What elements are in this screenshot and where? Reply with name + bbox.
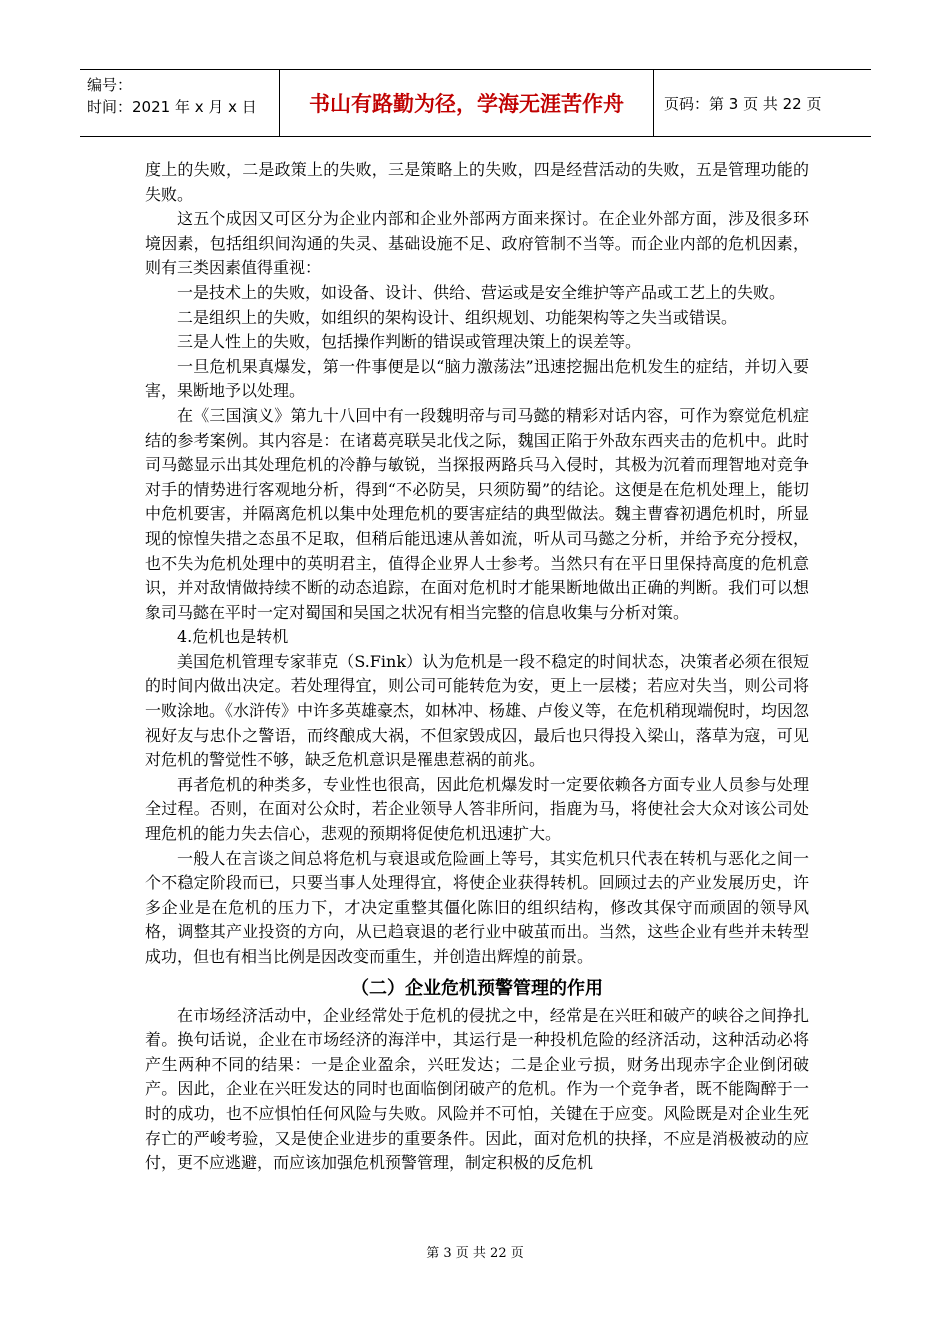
paragraph: 美国危机管理专家菲克（S.Fink）认为危机是一段不稳定的时间状态，决策者必须在很短的时间内做出决定。若处理得宜，则公司可能转危为安，更上一层楼；若应对失当，则公司将一败涂地。《水浒传》中许多英雄豪杰，如林冲、杨雄、卢俊义等，在危机稍现端倪时，均因忽视好友与忠仆之警语，而终酿成大祸，不但家毁成囚，最后也只得投入梁山，落草为寇，可见对危机的警觉性不够，缺乏危机意识是罹患惹祸的前兆。 (145, 651, 810, 770)
paragraph: 在《三国演义》第九十八回中有一段魏明帝与司马懿的精彩对话内容，可作为察觉危机症结的参考案例。其内容是：在诸葛亮联吴北伐之际，魏国正陷于外敌东西夹击的危机中。此时司马懿显示出其处理危机的冷静与敏锐，当探报两路兵马入侵时，其极为沉着而理智地对竞争对手的情势进行客观地分析，得到“不必防吴，只须防蜀”的结论。这便是在危机处理上，能切中危机要害，并隔离危机以集中处理危机的要害症结的典型做法。魏主曹睿初遇危机时，所显现的惊惶失措之态虽不足取，但稍后能迅速从善如流，听从司马懿之分析，并给予充分授权，也不失为危机处理中的英明君主，值得企业界人士参考。当然只有在平日里保持高度的危机意识，并对敌情做持续不断的动态追踪，在面对危机时才能果断地做出正确的判断。我们可以想象司马懿在平时一定对蜀国和吴国之状况有相当完整的信息收集与分析对策。 (145, 405, 809, 622)
paragraph: 三是人性上的失败，包括操作判断的错误或管理决策上的误差等。 (177, 332, 642, 352)
document-number-label: 编号： (87, 76, 133, 94)
paragraph: 这五个成因又可区分为企业内部和企业外部两方面来探讨。在企业外部方面，涉及很多环境因素，包括组织间沟通的失灵、基础设施不足、政府管制不当等。而企业内部的危机因素，则有三类因素值得重视： (145, 209, 809, 278)
document-body (145, 158, 809, 1176)
paragraph: 在市场经济活动中，企业经常处于危机的侵扰之中，经常是在兴旺和破产的峡谷之间挣扎着。换句话说，企业在市场经济的海洋中，其运行是一种投机危险的经济活动，这种活动必将产生两种不同的结果：一是企业盈余，兴旺发达；二是企业亏损，财务出现赤字企业倒闭破产。因此，企业在兴旺发达的同时也面临倒闭破产的危机。作为一个竞争者，既不能陶醉于一时的成功，也不应惧怕任何风险与失败。风险并不可怕，关键在于应变。风险既是对企业生死存亡的严峻考验，又是使企业进步的重要条件。因此，面对危机的抉择，不应是消极被动的应付，更不应逃避，而应该加强危机预警管理，制定积极的反危机 (145, 1005, 809, 1173)
paragraph: 一旦危机果真爆发，第一件事便是以“脑力激荡法”迅速挖掘出危机发生的症结，并切入要害，果断地予以处理。 (145, 356, 809, 401)
paragraph: 度上的失败，二是政策上的失败，三是策略上的失败，四是经营活动的失败，五是管理功能的失败。 (145, 160, 809, 204)
subheading: 4.危机也是转机 (177, 627, 289, 647)
paragraph: 一般人在言谈之间总将危机与衰退或危险画上等号，其实危机只代表在转机与恶化之间一个不稳定阶段而已，只要当事人处理得宜，将使企业获得转机。回顾过去的产业发展历史，许多企业是在危机的压力下，才决定重整其僵化陈旧的组织结构，修改其保守而顽固的领导风格，调整其产业投资的方向，从已趋衰退的老行业中破茧而出。当然，这些企业有些并未转型成功，但也有相当比例是因改变而重生，并创造出辉煌的前景。 (145, 848, 809, 966)
paragraph: 再者危机的种类多，专业性也很高，因此危机爆发时一定要依赖各方面专业人员参与处理全过程。否则，在面对公众时，若企业领导人答非所问，指鹿为马，将使社会大众对该公司处理危机的能力失去信心，悲观的预期将促使危机迅速扩大。 (145, 774, 809, 844)
header-page-info: 页码：第 3 页 共 22 页 (664, 94, 822, 113)
header-motto: 书山有路勤为径，学海无涯苦作舟 (280, 70, 654, 136)
page-footer: 第 3 页 共 22 页 (426, 1246, 524, 1261)
page-header (80, 69, 871, 137)
paragraph: 一是技术上的失败，如设备、设计、供给、营运或是安全维护等产品或工艺上的失败。 (177, 282, 786, 302)
header-meta (80, 70, 280, 136)
section-title: （二）企业危机预警管理的作用 (351, 977, 603, 999)
document-date-label: 时间：2021 年 x 月 x 日 (87, 98, 257, 116)
paragraph: 二是组织上的失败，如组织的架构设计、组织规划、功能架构等之失当或错误。 (177, 307, 738, 327)
